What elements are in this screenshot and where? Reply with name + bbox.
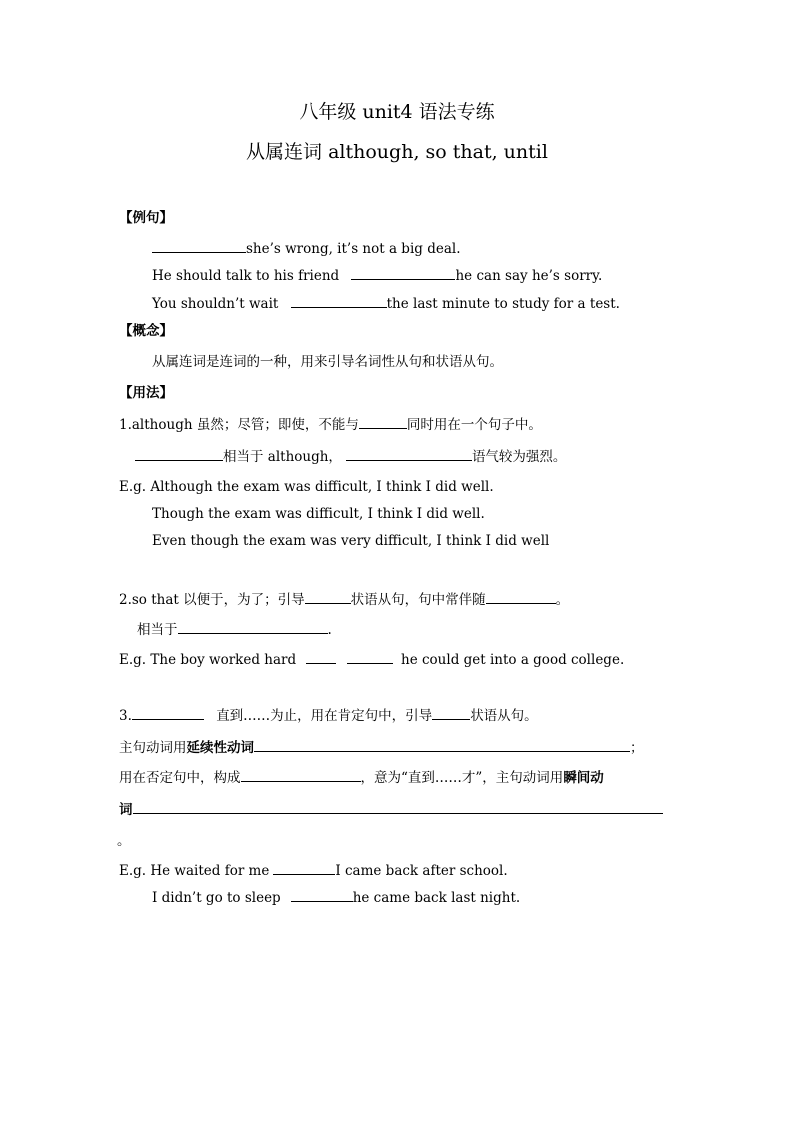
usage-heading: 【用法】 xyxy=(119,385,173,401)
usage-point-1-equivalent xyxy=(135,447,566,466)
sentence-text: she’s wrong, it’s not a big deal. xyxy=(246,241,461,257)
point-text: 相当于 xyxy=(137,622,178,638)
blank[interactable] xyxy=(273,861,335,875)
point-text: ，意为“直到……才”，主句动词用 xyxy=(360,770,564,786)
blank[interactable] xyxy=(359,415,407,429)
durative-verb-term: 延续性动词 xyxy=(186,740,254,756)
point-text: 状语从句。 xyxy=(470,708,538,724)
usage-point-3-negative xyxy=(119,768,604,787)
point-text: 用在否定句中，构成 xyxy=(119,770,241,786)
blank[interactable] xyxy=(254,738,630,752)
usage-point-1 xyxy=(119,415,542,434)
blank[interactable] xyxy=(432,706,470,720)
concept-text: 从属连词是连词的一种，用来引导名词性从句和状语从句。 xyxy=(152,354,503,370)
usage-point-3-affirmative xyxy=(119,738,644,757)
example-text: he came back last night. xyxy=(352,890,521,906)
usage-point-3-example-2 xyxy=(152,888,520,907)
momentary-verb-term: 瞬间动 xyxy=(563,770,604,786)
blank[interactable] xyxy=(291,294,387,308)
example-text: I came back after school. xyxy=(335,863,508,879)
usage-point-3-negative-continued xyxy=(119,800,663,819)
blank[interactable] xyxy=(152,239,246,253)
blank[interactable] xyxy=(306,650,336,664)
example-text: E.g. The boy worked hard xyxy=(119,652,297,668)
usage-point-3-period: 。 xyxy=(117,833,131,849)
point-text: ； xyxy=(630,740,644,756)
usage-point-3-example-1 xyxy=(119,861,508,880)
momentary-verb-term: 词 xyxy=(119,802,133,818)
blank[interactable] xyxy=(347,650,393,664)
usage-point-2 xyxy=(119,590,569,609)
usage-point-2-example xyxy=(119,650,624,669)
point-text: 2.so that 以便于，为了；引导 xyxy=(119,592,305,608)
point-text: 语气较为强烈。 xyxy=(471,449,567,465)
usage-point-1-example-3: Even though the exam was very difficult, I think I did well xyxy=(152,533,550,549)
point-text: 。 xyxy=(555,592,570,608)
examples-heading: 【例句】 xyxy=(119,210,173,226)
point-text: 状语从句，句中常伴随 xyxy=(350,592,486,608)
example-text: he could get into a good college. xyxy=(401,652,625,668)
point-text: 直到……为止，用在肯定句中，引导 xyxy=(216,708,433,724)
page-subtitle: 从属连词 although, so that, until xyxy=(246,141,548,163)
sentence-text: You shouldn’t wait xyxy=(152,296,279,312)
example-sentence-1 xyxy=(152,239,461,258)
blank[interactable] xyxy=(291,888,353,902)
example-text: E.g. He waited for me xyxy=(119,863,270,879)
usage-point-1-example-1: E.g. Although the exam was difficult, I think I did well. xyxy=(119,479,494,495)
concept-heading: 【概念】 xyxy=(119,323,173,339)
sentence-text: He should talk to his friend xyxy=(152,268,340,284)
sentence-text: he can say he’s sorry. xyxy=(455,268,603,284)
point-text: 主句动词用 xyxy=(119,740,187,756)
example-text: I didn’t go to sleep xyxy=(152,890,281,906)
example-sentence-3 xyxy=(152,294,620,313)
usage-point-2-equivalent xyxy=(137,620,332,639)
blank[interactable] xyxy=(346,447,472,461)
point-text: 同时用在一个句子中。 xyxy=(406,417,542,433)
blank[interactable] xyxy=(132,706,204,720)
blank[interactable] xyxy=(178,620,328,634)
blank[interactable] xyxy=(135,447,223,461)
blank[interactable] xyxy=(351,266,455,280)
blank[interactable] xyxy=(486,590,556,604)
point-text: 3. xyxy=(119,708,132,724)
usage-point-3 xyxy=(119,706,538,725)
example-sentence-2 xyxy=(152,266,602,285)
blank[interactable] xyxy=(133,800,663,814)
blank[interactable] xyxy=(305,590,351,604)
point-text: 相当于 although， xyxy=(223,449,342,465)
page-title: 八年级 unit4 语法专练 xyxy=(299,101,495,123)
sentence-text: the last minute to study for a test. xyxy=(386,296,620,312)
usage-point-1-example-2: Though the exam was difficult, I think I did well. xyxy=(152,506,485,522)
point-text: . xyxy=(327,622,332,638)
blank[interactable] xyxy=(241,768,361,782)
point-text: 1.although 虽然；尽管；即使，不能与 xyxy=(119,417,359,433)
